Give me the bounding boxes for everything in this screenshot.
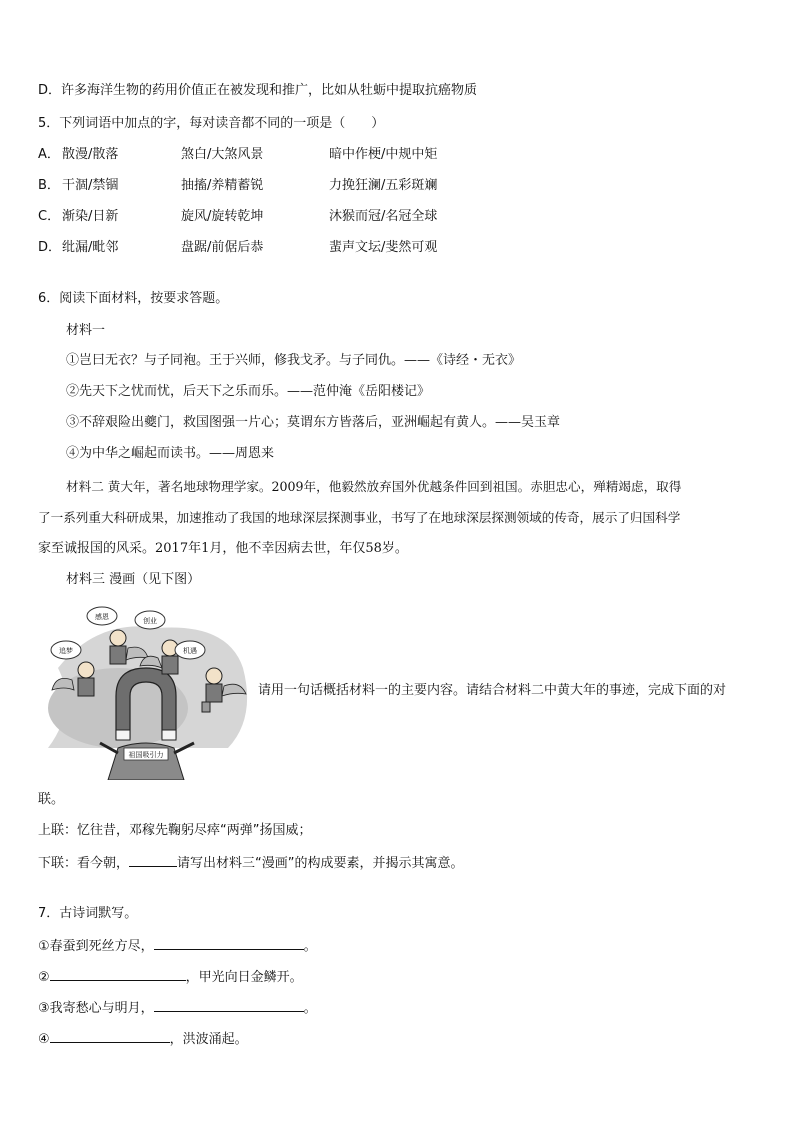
item-suffix: ，甲光向日金鳞开。 [185,970,303,985]
q6-stem: 6．阅读下面材料，按要求答题。 [38,291,229,306]
couplet-lower-prefix: 下联：看今朝， [38,856,130,871]
option-letter: B． [38,178,60,193]
item-prefix: ④ [38,1032,50,1047]
option-pair-1: 渐染/日新 [62,209,119,224]
material-3-title: 材料三 漫画（见下图） [66,572,201,587]
material-2-line-3: 家至诚报国的风采。2017年1月，他不幸因病去世，年仅58岁。 [38,541,408,556]
item-prefix: ③我寄愁心与明月， [38,1001,154,1016]
bubble-gratitude: 感恩 [95,613,109,621]
q6-question-line-2: 联。 [38,792,65,807]
item-prefix: ①春蚕到死丝方尽， [38,939,154,954]
q7-item-2 [38,967,303,987]
option-pair-2: 旋风/旋转乾坤 [181,209,264,224]
couplet-answer-blank[interactable] [129,853,177,867]
material-2-line-1: 材料二 黄大年，著名地球物理学家。2009年，他毅然放弃国外优越条件回到祖国。赤胆忠心，殚精竭虑，取得 [66,479,682,494]
item-suffix: 。 [303,1001,317,1016]
material-1-item-3: ③不辞艰险出夔门，救国图强一片心；莫谓东方皆落后，亚洲崛起有黄人。——吴玉章 [66,415,561,430]
q6-question-line-1: 请用一句话概括材料一的主要内容。请结合材料二中黄大年的事迹，完成下面的对 [258,683,727,698]
answer-blank[interactable] [154,936,304,950]
q7-item-3 [38,998,317,1018]
option-letter: C． [38,209,61,224]
answer-blank[interactable] [50,1029,170,1043]
option-letter: D． [38,240,62,255]
option-pair-3: 沐猴而冠/名冠全球 [329,209,438,224]
couplet-upper: 上联：忆往昔，邓稼先鞠躬尽瘁“两弹”扬国威； [38,823,312,838]
option-letter: A． [38,147,60,162]
material-2-line-2: 了一系列重大科研成果，加速推动了我国的地球深层探测事业，书写了在地球深层探测领域的传奇，展示了归国科学 [38,510,681,525]
q7-item-4 [38,1029,248,1049]
cartoon-image [38,598,256,780]
q7-item-1 [38,936,317,956]
option-pair-2: 煞白/大煞风景 [181,147,264,162]
bubble-dream: 追梦 [59,647,73,655]
option-pair-1: 干涸/禁锢 [62,178,119,193]
material-1-item-4: ④为中华之崛起而读书。——周恩来 [66,446,275,461]
item-suffix: ，洪波涌起。 [169,1032,248,1047]
material-1-item-2: ②先天下之忧而忧，后天下之乐而乐。——范仲淹《岳阳楼记》 [66,384,431,399]
item-suffix: 。 [303,939,317,954]
q4-option-d: D．许多海洋生物的药用价值正在被发现和推广，比如从牡蛎中提取抗癌物质 [38,83,478,98]
q5-stem: 5．下列词语中加点的字，每对读音都不同的一项是（ ） [38,116,385,131]
option-pair-2: 抽搐/养精蓄锐 [181,178,264,193]
bubble-opportunity: 机遇 [183,647,197,655]
material-1-title: 材料一 [66,323,106,338]
option-pair-3: 暗中作梗/中规中矩 [329,147,438,162]
couplet-lower-suffix: 请写出材料三“漫画”的构成要素，并揭示其寓意。 [177,856,464,871]
bubble-startup: 创业 [143,617,157,625]
couplet-lower [38,853,464,873]
option-pair-1: 散漫/散落 [62,147,119,162]
material-1-item-1: ①岂曰无衣？与子同袍。王于兴师，修我戈矛。与子同仇。——《诗经・无衣》 [66,353,522,368]
option-pair-2: 盘踞/前倨后恭 [181,240,264,255]
option-pair-3: 力挽狂澜/五彩斑斓 [329,178,438,193]
option-pair-3: 蜚声文坛/斐然可观 [329,240,438,255]
option-pair-1: 纰漏/毗邻 [62,240,119,255]
magnet-label: 祖国吸引力 [128,751,164,759]
q7-stem: 7．古诗词默写。 [38,906,138,921]
item-prefix: ② [38,970,50,985]
answer-blank[interactable] [154,998,304,1012]
answer-blank[interactable] [50,967,186,981]
